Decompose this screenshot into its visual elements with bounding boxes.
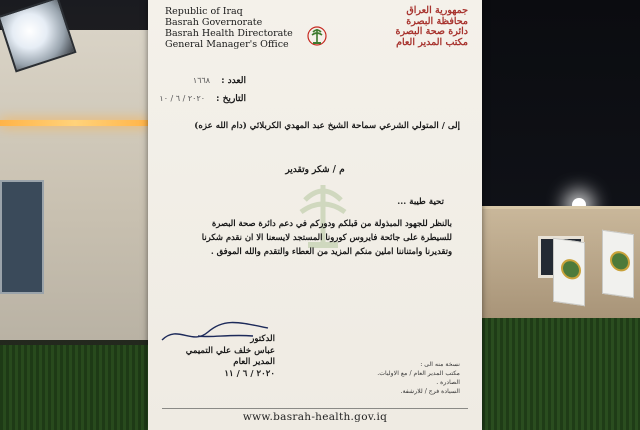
- copies-block: [377, 360, 460, 396]
- signatory-title: الدكتور: [250, 334, 275, 344]
- footer-divider: [162, 408, 468, 409]
- copies-heading: نسخة منه الى :: [420, 361, 460, 368]
- number-value: ١٦٦٨: [192, 76, 211, 85]
- signatory-date: ٢٠٢٠ / ٦ / ١١: [224, 368, 275, 379]
- letterhead-line: جمهورية العراق: [406, 5, 468, 16]
- background-left-scene: [0, 0, 150, 430]
- grass: [0, 345, 150, 430]
- letterhead-arabic: [396, 6, 469, 48]
- letter-body: [180, 216, 452, 258]
- letterhead-line: General Manager's Office: [165, 39, 289, 50]
- addressee: إلى / المتولي الشرعي سماحة الشيخ عبد المهدي الكربلائي (دام الله عزه): [194, 121, 460, 131]
- tent-light-strip: [0, 120, 150, 126]
- tent-window: [0, 180, 44, 294]
- grass: [482, 318, 640, 430]
- letterhead-line: Republic of Iraq: [165, 6, 243, 17]
- health-crescent-logo: [295, 20, 335, 52]
- signature-block: [185, 334, 275, 380]
- number-label: العدد :: [221, 76, 246, 86]
- reference-block: [148, 72, 246, 108]
- footer-website: www.basrah-health.gov.iq: [242, 411, 388, 423]
- flag-emblem: [610, 250, 630, 273]
- copies-item: الصادرة .: [436, 379, 460, 386]
- letterhead-line: مكتب المدير العام: [396, 36, 468, 48]
- letterhead-line: Basrah Governorate: [165, 17, 263, 28]
- letterhead-english: [165, 6, 293, 50]
- official-letter: [148, 0, 482, 430]
- flag-emblem: [561, 258, 581, 281]
- date-label: التاريخ :: [216, 94, 246, 104]
- flag-right: [602, 230, 634, 298]
- letterhead-line: محافظة البصرة: [406, 15, 468, 27]
- greeting: تحية طيبة ...: [397, 197, 444, 207]
- body-line: وتقديرنا وامتناننا املين منكم المزيد من العطاء والتقدم والله الموفق .: [210, 246, 452, 256]
- date-value: ٢٠٢٠ / ٦ / ١٠: [159, 94, 206, 103]
- subject-line: م / شكر وتقدير: [285, 165, 345, 175]
- letterhead-line: دائرة صحة البصرة: [395, 26, 468, 37]
- copies-item: مكتب المدير العام / مع الاوليات.: [377, 370, 460, 377]
- signatory-position: المدير العام: [233, 357, 275, 367]
- body-line: بالنظر للجهود المبذولة من قبلكم ودوركم في دعم دائرة صحة البصرة: [211, 218, 452, 228]
- body-line: للسيطرة على جائحة فايروس كورونا المستجد لايسعنا الا ان نقدم شكرنا: [201, 232, 452, 242]
- flag-left: [553, 238, 585, 306]
- signatory-name: عباس خلف علي التميمي: [185, 345, 275, 356]
- copies-item: السيادة فرج / للارشفة.: [400, 388, 460, 395]
- letterhead-line: Basrah Health Directorate: [165, 28, 293, 39]
